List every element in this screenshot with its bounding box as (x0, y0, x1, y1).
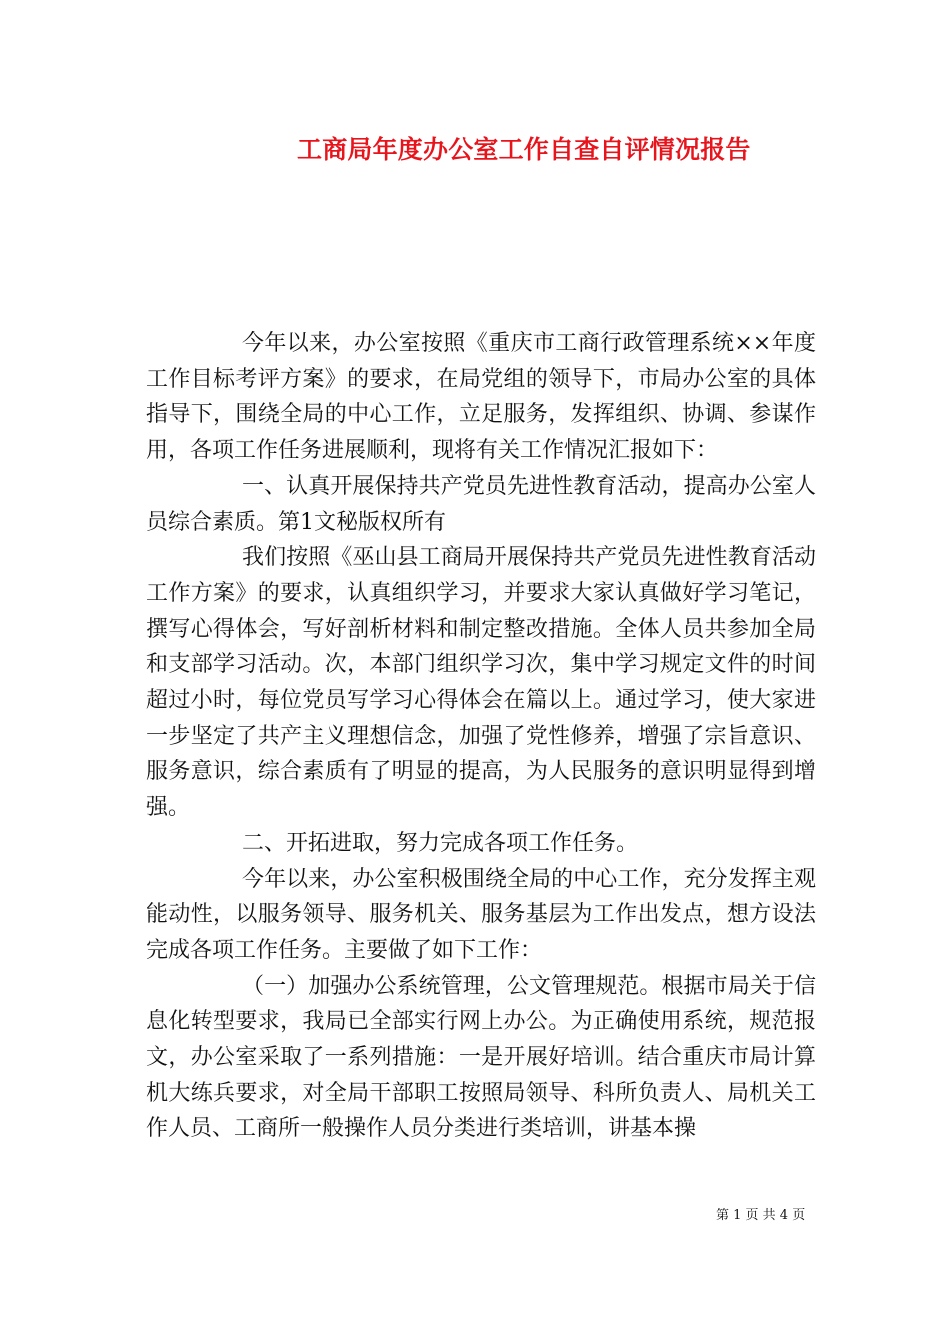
paragraph-intro: 今年以来，办公室按照《重庆市工商行政管理系统××年度工作目标考评方案》的要求，在局党组的领导下，市局办公室的具体指导下，围绕全局的中心工作，立足服务，发挥组织、协调、参谋作用，各项工作任务进展顺利，现将有关工作情况汇报如下： (146, 331, 816, 464)
page-number: 第 1 页 共 4 页 (716, 1208, 806, 1223)
section-heading-2: 二、开拓进取，努力完成各项工作任务。 (242, 830, 639, 856)
paragraph-office-system: （一）加强办公系统管理，公文管理规范。根据市局关于信息化转型要求，我局已全部实行网上办公。为正确使用系统，规范报文，办公室采取了一系列措施：一是开展好培训。结合重庆市局计算机大练兵要求，对全局干部职工按照局领导、科所负责人、局机关工作人员、工商所一般操作人员分类进行类培训，讲基本操 (146, 973, 816, 1142)
document-title: 工商局年度办公室工作自查自评情况报告 (297, 135, 751, 164)
document-body (146, 326, 816, 1147)
section-heading-1: 一、认真开展保持共产党员先进性教育活动，提高办公室人员综合素质。第1文秘版权所有 (146, 473, 816, 535)
paragraph-tasks: 今年以来，办公室积极围绕全局的中心工作，充分发挥主观能动性，以服务领导、服务机关、服务基层为工作出发点，想方设法完成各项工作任务。主要做了如下工作： (146, 866, 816, 963)
paragraph-study: 我们按照《巫山县工商局开展保持共产党员先进性教育活动工作方案》的要求，认真组织学习，并要求大家认真做好学习笔记，撰写心得体会，写好剖析材料和制定整改措施。全体人员共参加全局和支部学习活动。次，本部门组织学习次，集中学习规定文件的时间超过小时，每位党员写学习心得体会在篇以上。通过学习，使大家进一步坚定了共产主义理想信念，加强了党性修养，增强了宗旨意识、服务意识，综合素质有了明显的提高，为人民服务的意识明显得到增强。 (146, 545, 816, 821)
